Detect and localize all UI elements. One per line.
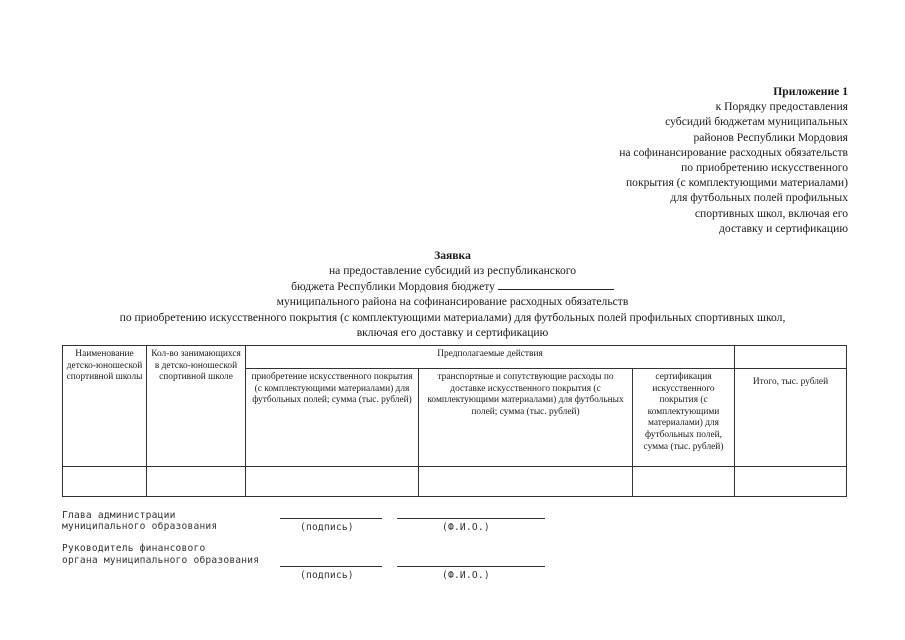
annex-line: для футбольных полей профильных (670, 191, 848, 205)
table-row (63, 467, 847, 497)
title-line (0, 279, 905, 294)
head-signature-caption: (подпись) (300, 522, 354, 533)
application-title-block (0, 248, 905, 340)
cell-purchase[interactable] (246, 467, 419, 497)
annex-line: доставку и сертификацию (719, 221, 848, 235)
title-line: по приобретению искусственного покрытия (с комплектующими материалами) для футбольных полей профильных спортивных школ, (119, 310, 786, 324)
header-certification: сертификация искусственного покрытия (с комплектующими материалами) для футбольных полей, сумма (тыс. рублей) (633, 369, 735, 467)
cell-transport[interactable] (419, 467, 633, 497)
finance-name-line[interactable] (397, 566, 545, 567)
head-admin-label-2: муниципального образования (62, 521, 218, 532)
title-line: включая его доставку и сертификацию (356, 326, 549, 340)
head-admin-label-1: Глава администрации (62, 510, 176, 521)
header-count: Кол-во занимающихся в детско-юношеской спортивной школе (147, 346, 246, 467)
finance-signature-line[interactable] (280, 566, 382, 567)
header-planned-actions: Предполагаемые действия (246, 346, 735, 369)
finance-head-label-1: Руководитель финансового (62, 543, 206, 554)
cell-total[interactable] (735, 467, 847, 497)
header-blank-cell (735, 346, 847, 369)
title-line: муниципального района на софинансирование расходных обязательств (276, 295, 629, 309)
annex-line: по приобретению искусственного (681, 161, 848, 175)
finance-name-caption: (Ф.И.О.) (442, 570, 490, 581)
title-line-text: бюджета Республики Мордовия бюджету (291, 279, 495, 293)
annex-line: к Порядку предоставления (715, 100, 848, 114)
annex-line: покрытия (с комплектующими материалами) (625, 176, 848, 190)
application-heading: Заявка (434, 249, 471, 262)
header-school: Наименование детско-юношеской спортивной школы (63, 346, 147, 467)
head-name-line[interactable] (397, 518, 545, 519)
head-name-caption: (Ф.И.О.) (442, 522, 490, 533)
title-line: на предоставление субсидий из республиканского (328, 264, 577, 278)
annex-heading: Приложение 1 (773, 85, 848, 98)
annex-block (619, 84, 848, 236)
annex-line: на софинансирование расходных обязательств (619, 145, 848, 159)
annex-line: районов Республики Мордовия (693, 130, 848, 144)
header-total: Итого, тыс. рублей (735, 369, 847, 467)
budget-blank-field[interactable] (498, 279, 614, 290)
annex-line: субсидий бюджетам муниципальных (665, 115, 848, 129)
header-transport: транспортные и сопутствующие расходы по доставке искусственного покрытия (с комплектующими материалами) для футбольных полей; сумма (тыс. рублей) (419, 369, 633, 467)
cell-certification[interactable] (633, 467, 735, 497)
annex-line: спортивных школ, включая его (694, 206, 848, 220)
head-signature-line[interactable] (280, 518, 382, 519)
header-purchase: приобретение искусственного покрытия (с комплектующими материалами) для футбольных полей; сумма (тыс. рублей) (246, 369, 419, 467)
application-table (62, 345, 847, 497)
cell-count[interactable] (147, 467, 246, 497)
finance-head-label-2: органа муниципального образования (62, 555, 260, 566)
cell-school[interactable] (63, 467, 147, 497)
finance-signature-caption: (подпись) (300, 570, 354, 581)
